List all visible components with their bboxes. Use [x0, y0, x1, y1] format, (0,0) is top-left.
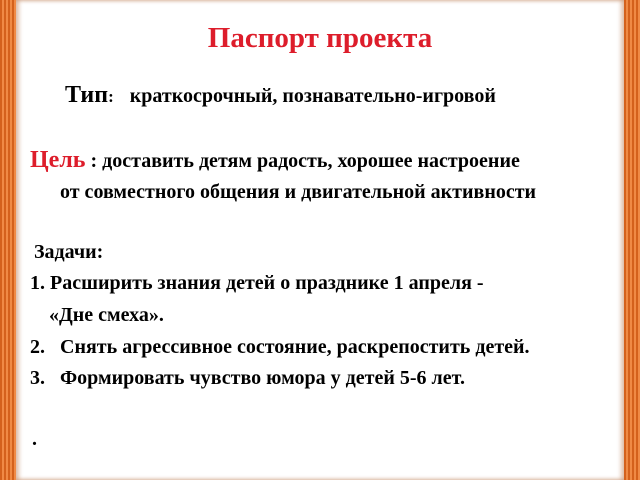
task-item-3: 3. Формировать чувство юмора у детей 5-6 лет.: [30, 367, 465, 389]
goal-text-line2: от совместного общения и двигательной активности: [60, 181, 537, 203]
task-item-1-continuation: «Дне смеха».: [49, 304, 164, 326]
tasks-label: Задачи:: [34, 241, 104, 263]
page-title: Паспорт проекта: [207, 22, 433, 54]
type-label: Тип: [65, 82, 109, 108]
task-item-2: 2. Снять агрессивное состояние, раскрепостить детей.: [30, 336, 530, 358]
goal-label: Цель: [30, 147, 86, 173]
type-colon: :: [108, 87, 114, 106]
project-goal-row: [30, 147, 520, 174]
project-type-row: [65, 82, 496, 109]
goal-separator: :: [85, 150, 103, 172]
goal-text-line1: доставить детям радость, хорошее настроение: [102, 150, 520, 172]
slide-content: [16, 0, 624, 480]
type-value: краткосрочный, познавательно-игровой: [129, 85, 496, 107]
task-item-1: 1. Расширить знания детей о празднике 1 апреля -: [30, 272, 484, 294]
trailing-dot: .: [32, 428, 37, 450]
